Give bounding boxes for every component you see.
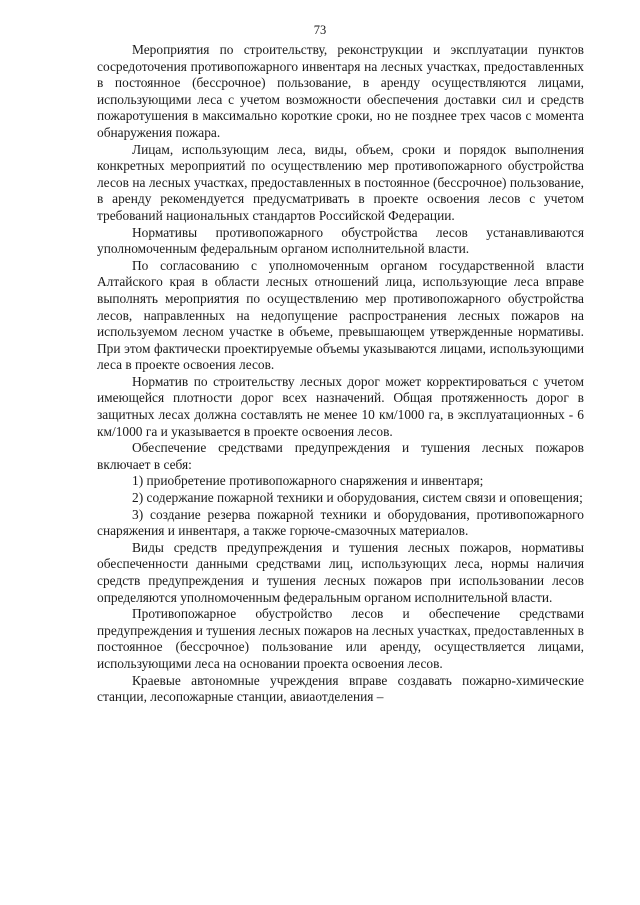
body-text bbox=[97, 42, 584, 706]
paragraph-fire-arrangement: Противопожарное обустройство лесов и обеспечение средствами предупреждения и тушения лесных пожаров на лесных участках, предоставленных в постоянное (бессрочное) пользование или аренду, осуществляется лицами, использующими леса на основании проекта освоения лесов. bbox=[97, 606, 584, 671]
paragraph-fire-inventory-points: Мероприятия по строительству, реконструкции и эксплуатации пунктов сосредоточения противопожарного инвентаря на лесных участках, предоставленных в постоянное (бессрочное) пользование, в аренду осуществляются лицами, использующими леса с учетом возможности обеспечения доставки сил и средств пожаротушения в максимально короткие сроки, но не позднее трех часов с момента обнаружения пожара. bbox=[97, 42, 584, 140]
list-item-1: 1) приобретение противопожарного снаряжения и инвентаря; bbox=[132, 473, 484, 489]
paragraph-means-includes: Обеспечение средствами предупреждения и тушения лесных пожаров включает в себя: bbox=[97, 440, 584, 472]
paragraph-regional-institutions: Краевые автономные учреждения вправе создавать пожарно-химические станции, лесопожарные станции, авиаотделения – bbox=[97, 672, 584, 705]
paragraph-norms-authority: Нормативы противопожарного обустройства лесов устанавливаются уполномоченным федеральным органом исполнительной власти. bbox=[97, 224, 584, 257]
list-item-2: 2) содержание пожарной техники и оборудования, систем связи и оповещения; bbox=[132, 490, 583, 506]
paragraph-altai-agreement: По согласованию с уполномоченным органом государственной власти Алтайского края в области лесных отношений лица, использующие леса вправе выполнять мероприятия по осуществлению мер противопожарного обустройства лесов, направленных на недопущение распространения лесных пожаров на используемом лесном участке в объеме, превышающем утвержденные нормативы. При этом фактически проектируемые объемы указываются лицами, использующими леса в проекте освоения лесов. bbox=[97, 257, 584, 373]
page-number: 73 bbox=[313, 23, 327, 37]
paragraph-means-types: Виды средств предупреждения и тушения лесных пожаров, нормативы обеспеченности данными средствами лиц, использующих леса, нормы наличия средств предупреждения и тушения лесных пожаров при использовании лесов определяются уполномоченным федеральным органом исполнительной власти. bbox=[97, 539, 584, 605]
list-item-3: 3) создание резерва пожарной техники и оборудования, противопожарного снаряжения и инвентаря, а также горюче-смазочных материалов. bbox=[97, 506, 584, 539]
paragraph-forest-users-measures: Лицам, использующим леса, виды, объем, сроки и порядок выполнения конкретных мероприятий по осуществлению мер противопожарного обустройства лесов на лесных участках, предоставленных в постоянное (бессрочное) пользование, в аренду рекомендуется предусматривать в проекте освоения лесов с учетом требований национальных стандартов Российской Федерации. bbox=[97, 141, 584, 223]
paragraph-road-norm: Норматив по строительству лесных дорог может корректироваться с учетом имеющейся плотности дорог всех назначений. Общая протяженность дорог в защитных лесах должна составлять не менее 10 км/1000 га, в эксплуатационных - 6 км/1000 га и указывается в проекте освоения лесов. bbox=[97, 373, 584, 439]
